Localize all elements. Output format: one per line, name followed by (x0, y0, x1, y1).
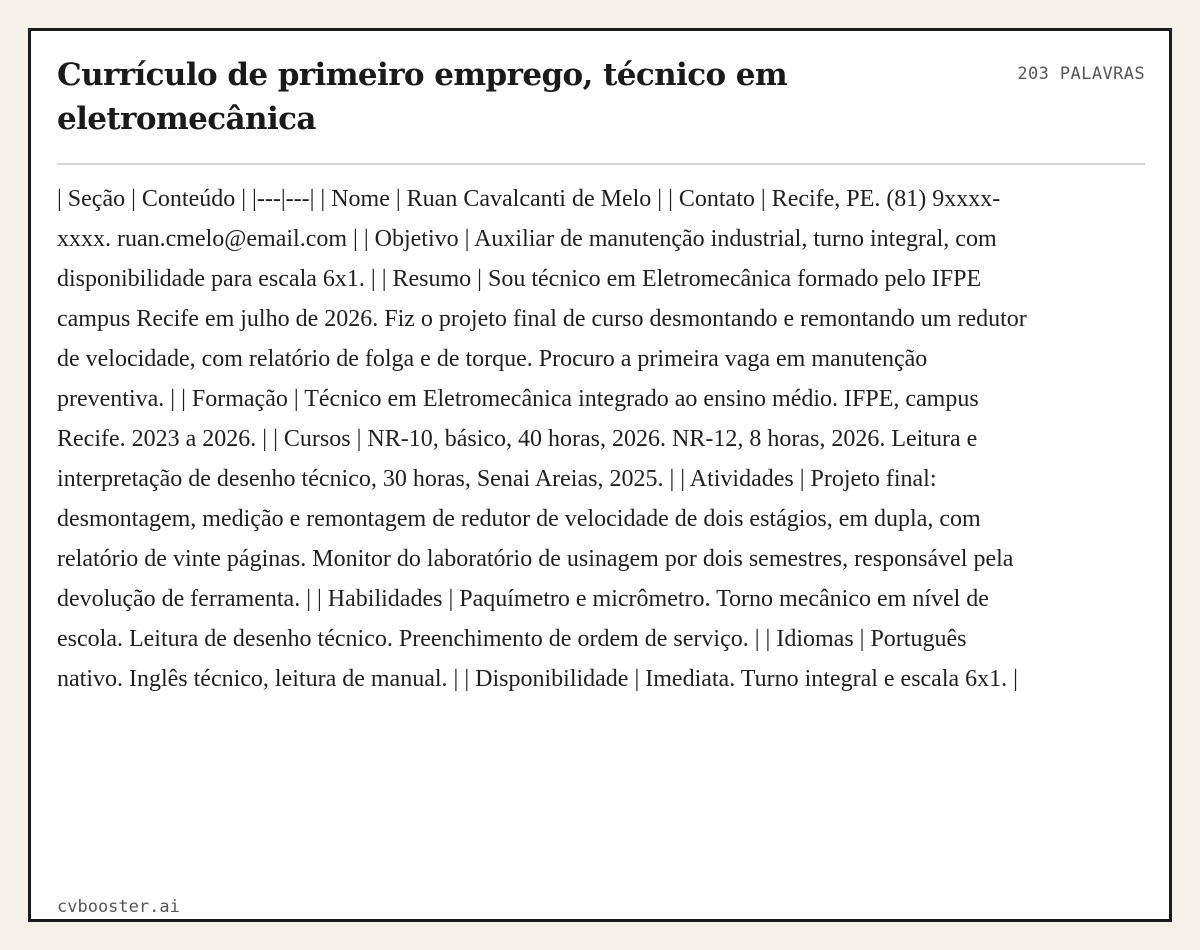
brand-footer: cvbooster.ai (57, 897, 180, 917)
resume-body-text: | Seção | Conteúdo | |---|---| | Nome | Ruan Cavalcanti de Melo | | Contato | Recife, PE. (81) 9xxxx-xxxx. ruan.cmelo@email.com | | Objetivo | Auxiliar de manutenção industrial, turno integral, com disponibilidade para escala 6x1. | | Resumo | Sou técnico em Eletromecânica formado pelo IFPE campus Recife em julho de 2026. Fiz o projeto final de curso desmontando e remontando um redutor de velocidade, com relatório de folga e de torque. Procuro a primeira vaga em manutenção preventiva. | | Formação | Técnico em Eletromecânica integrado ao ensino médio. IFPE, campus Recife. 2023 a 2026. | | Cursos | NR-10, básico, 40 horas, 2026. NR-12, 8 horas, 2026. Leitura e interpretação de desenho técnico, 30 horas, Senai Areias, 2025. | | Atividades | Projeto final: desmontagem, medição e remontagem de redutor de velocidade de dois estágios, em dupla, com relatório de vinte páginas. Monitor do laboratório de usinagem por dois semestres, responsável pela devolução de ferramenta. | | Habilidades | Paquímetro e micrômetro. Torno mecânico em nível de escola. Leitura de desenho técnico. Preenchimento de ordem de serviço. | | Idiomas | Português nativo. Inglês técnico, leitura de manual. | | Disponibilidade | Imediata. Turno integral e escala 6x1. | (57, 186, 1027, 692)
document-title: Currículo de primeiro emprego, técnico em eletromecânica (57, 57, 788, 137)
card-header (57, 51, 1145, 165)
word-count-badge: 203 PALAVRAS (1017, 64, 1145, 84)
resume-card (28, 28, 1172, 922)
